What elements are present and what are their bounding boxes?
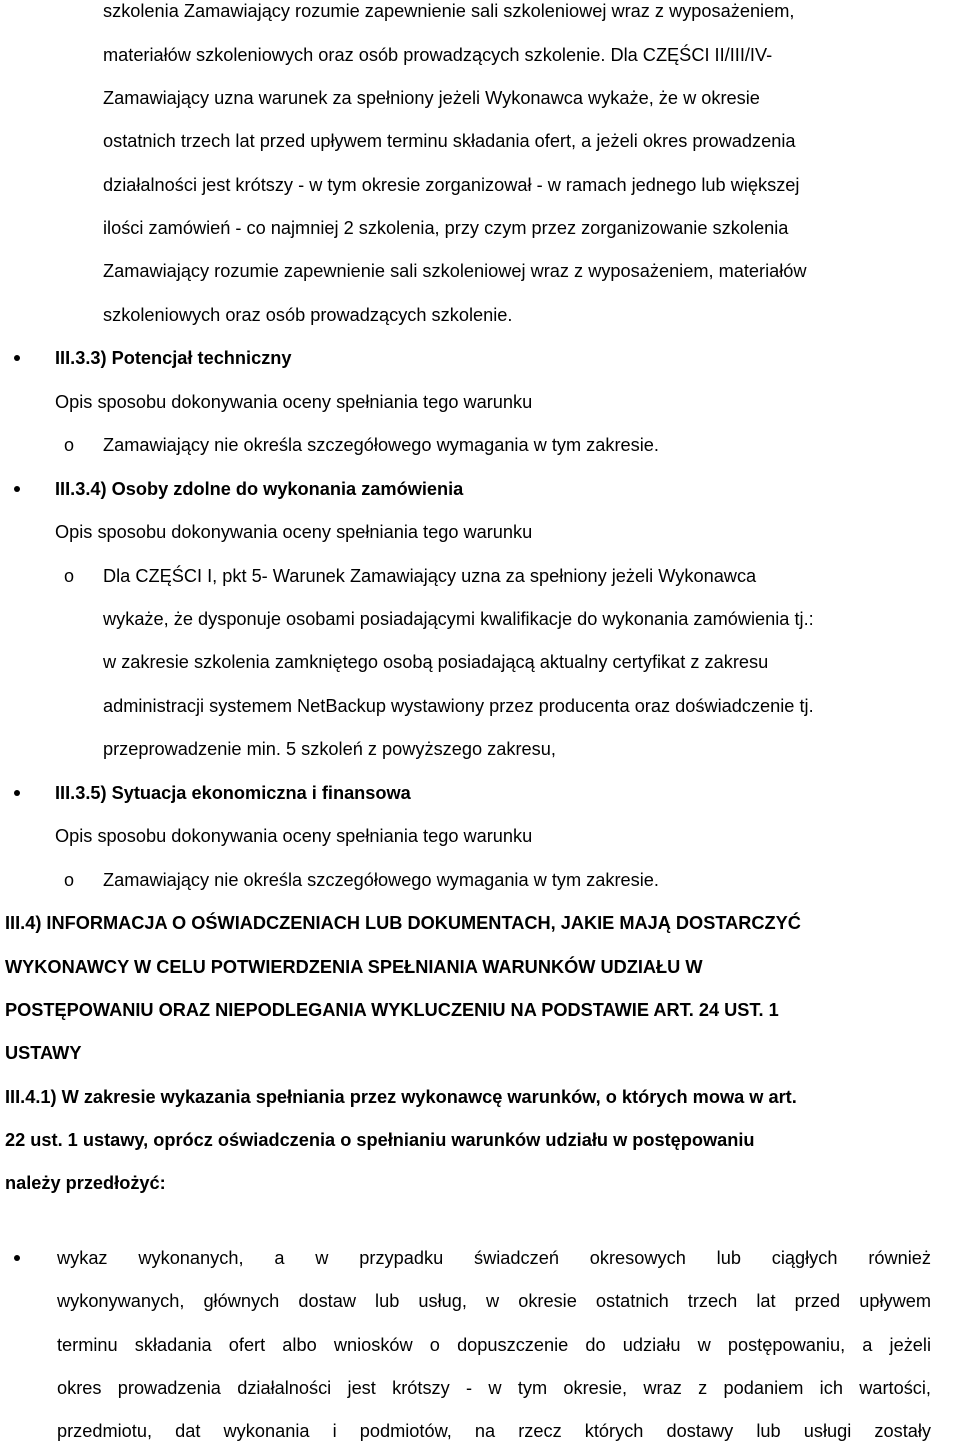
bullet-dot [14,790,20,796]
section-subheading: Opis sposobu dokonywania oceny spełniania tego warunku [55,522,533,542]
bullet-line: wykonywanych, głównych dostaw lub usług, w okresie ostatnich trzech lat przed upływem [57,1291,931,1311]
intro-line: materiałów szkoleniowych oraz osób prowadzących szkolenie. Dla CZĘŚCI II/III/IV- [103,45,773,65]
intro-line: działalności jest krótszy - w tym okresie zorganizował - w ramach jednego lub większej [103,175,800,195]
circle-bullet-marker: o [64,870,75,890]
bullet-dot [14,486,20,492]
subheading-line: należy przedłożyć: [5,1173,166,1193]
intro-line: szkolenia Zamawiający rozumie zapewnienie sali szkoleniowej wraz z wyposażeniem, [103,1,795,21]
circle-bullet-marker: o [64,566,75,586]
major-heading-line: POSTĘPOWANIU ORAZ NIEPODLEGANIA WYKLUCZENIU NA PODSTAWIE ART. 24 UST. 1 [5,1000,779,1020]
bullet-line: okres prowadzenia działalności jest krótszy - w tym okresie, wraz z podaniem ich wartości, [57,1378,931,1398]
major-heading-line: USTAWY [5,1043,82,1063]
section-heading: III.3.3) Potencjał techniczny [55,348,292,368]
intro-line: Zamawiający uzna warunek za spełniony jeżeli Wykonawca wykaże, że w okresie [103,88,760,108]
subheading-line: 22 ust. 1 ustawy, oprócz oświadczenia o spełnianiu warunków udziału w postępowaniu [5,1130,755,1150]
intro-line: szkoleniowych oraz osób prowadzących szkolenie. [103,305,513,325]
section-subheading: Opis sposobu dokonywania oceny spełniania tego warunku [55,826,533,846]
bullet-line: wykaz wykonanych, a w przypadku świadczeń okresowych lub ciągłych również [57,1248,931,1268]
bullet-line: terminu składania ofert albo wniosków o dopuszczenie do udziału w postępowaniu, a jeżeli [57,1335,931,1355]
major-heading-line: WYKONAWCY W CELU POTWIERDZENIA SPEŁNIANIA WARUNKÓW UDZIAŁU W [5,957,703,977]
circle-bullet-marker: o [64,435,75,455]
bullet-dot [14,355,20,361]
major-heading-line: III.4) INFORMACJA O OŚWIADCZENIACH LUB DOKUMENTACH, JAKIE MAJĄ DOSTARCZYĆ [5,913,801,933]
bullet-line: przedmiotu, dat wykonania i podmiotów, na rzecz których dostawy lub usługi zostały [57,1421,931,1441]
section-heading: III.3.5) Sytuacja ekonomiczna i finansowa [55,783,411,803]
bullet-dot [14,1255,20,1261]
intro-line: Zamawiający rozumie zapewnienie sali szkoleniowej wraz z wyposażeniem, materiałów [103,261,807,281]
section-item-line: przeprowadzenie min. 5 szkoleń z powyższego zakresu, [103,739,556,759]
subheading-line: III.4.1) W zakresie wykazania spełniania przez wykonawcę warunków, o których mowa w art. [5,1087,797,1107]
section-item-line: Zamawiający nie określa szczegółowego wymagania w tym zakresie. [103,435,659,455]
section-item-line: wykaże, że dysponuje osobami posiadającymi kwalifikacje do wykonania zamówienia tj.: [103,609,814,629]
section-item-line: Zamawiający nie określa szczegółowego wymagania w tym zakresie. [103,870,659,890]
section-subheading: Opis sposobu dokonywania oceny spełniania tego warunku [55,392,533,412]
section-item-line: w zakresie szkolenia zamkniętego osobą posiadającą aktualny certyfikat z zakresu [103,652,769,672]
intro-line: ilości zamówień - co najmniej 2 szkolenia, przy czym przez zorganizowanie szkolenia [103,218,789,238]
section-heading: III.3.4) Osoby zdolne do wykonania zamówienia [55,479,464,499]
section-item-line: Dla CZĘŚCI I, pkt 5- Warunek Zamawiający uzna za spełniony jeżeli Wykonawca [103,566,757,586]
intro-line: ostatnich trzech lat przed upływem terminu składania ofert, a jeżeli okres prowadzenia [103,131,796,151]
section-item-line: administracji systemem NetBackup wystawiony przez producenta oraz doświadczenie tj. [103,696,814,716]
